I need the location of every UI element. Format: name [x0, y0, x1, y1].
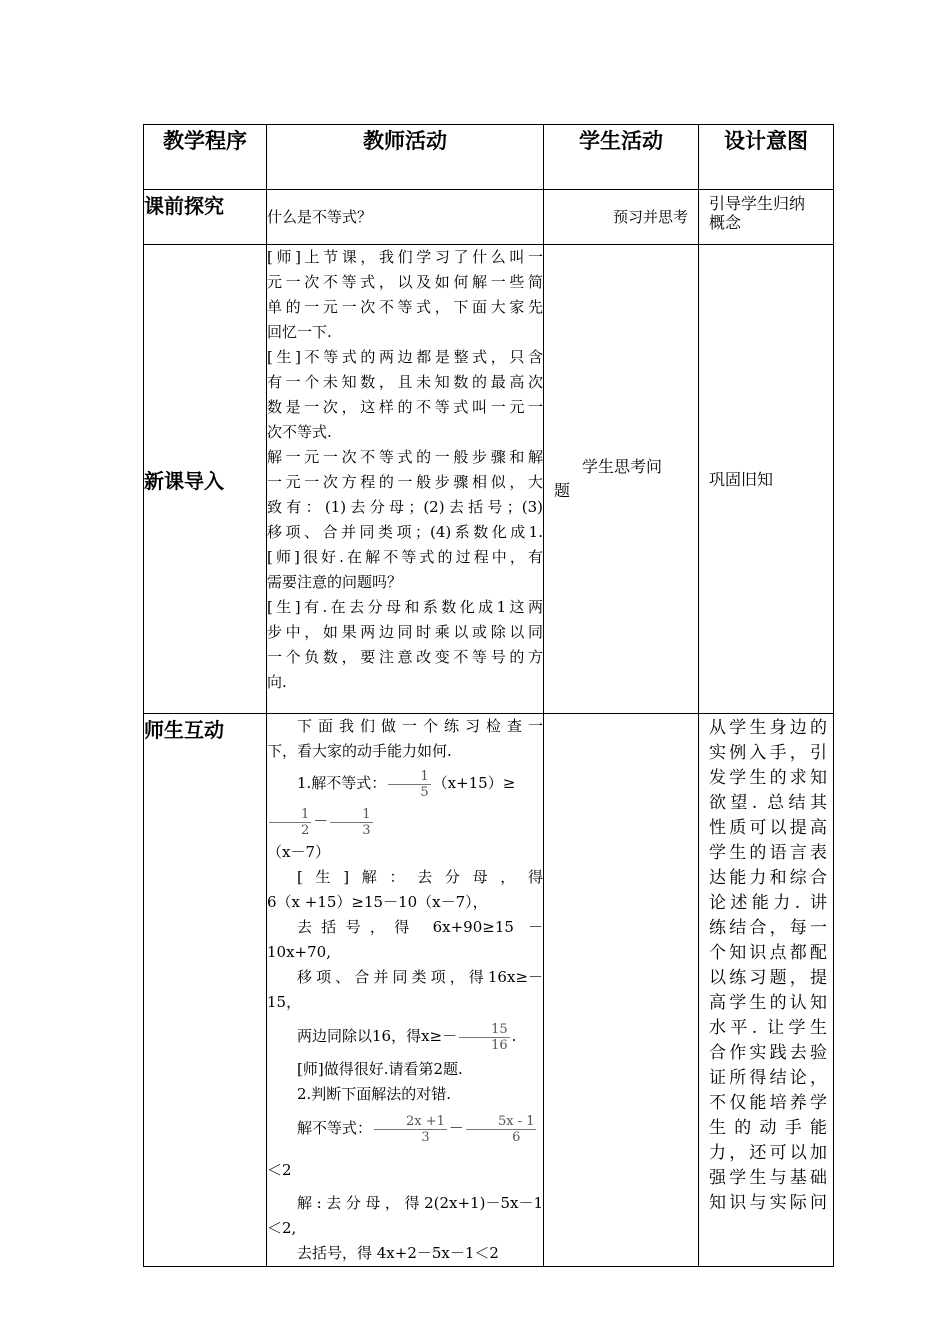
intent-line: 概念	[709, 213, 742, 232]
intent-line: 生 的 动 手 能	[709, 1118, 827, 1138]
text-line: ＜2,	[267, 1219, 297, 1237]
design-intent-text	[699, 714, 833, 1216]
text-line: （x－7）	[267, 843, 331, 861]
intent-line: 学生的语言表	[709, 843, 827, 863]
fraction-one-half	[269, 807, 311, 838]
exercise-2-part: ＜2	[267, 1161, 292, 1179]
intent-line: 个知识点都配	[709, 943, 827, 963]
exercise-2-part: －	[448, 1119, 464, 1137]
intent-line: 以练习题，提	[709, 968, 827, 988]
teacher-activity-cell: 什么是不等式？	[267, 190, 544, 245]
fraction-numerator: 1	[388, 769, 430, 785]
fraction-denominator: 5	[420, 784, 429, 800]
teacher-activity-cell	[267, 245, 544, 714]
text-line: 一元一次方程的一般步骤相似，大	[267, 473, 543, 491]
text-line: 步中，如果两边同时乘以或除以同	[267, 623, 543, 641]
stage-cell: 师生互动	[144, 714, 267, 1267]
text-line: [师]做得很好.请看第2题.	[297, 1060, 463, 1078]
header-design-intent: 设计意图	[699, 125, 834, 190]
intent-line: 发学生的求知	[709, 768, 827, 788]
fraction-2x-plus-1-over-3	[374, 1114, 447, 1145]
fraction-numerator: 1	[330, 807, 372, 823]
text-line: 需要注意的问题吗？	[267, 573, 403, 591]
text-part: 两边同除以16，得x≥－	[297, 1027, 458, 1045]
text-line: 一个负数，要注意改变不等号的方	[267, 648, 543, 666]
table-row	[144, 190, 834, 245]
intent-line: 强学生与基础	[709, 1168, 827, 1188]
text-line: 解一元一次不等式的一般步骤和解	[267, 448, 543, 466]
table-row	[144, 714, 834, 1267]
text-line: [师]上节课，我们学习了什么叫一	[267, 248, 543, 266]
intent-line: 力，还可以加	[709, 1143, 827, 1163]
student-activity-cell	[544, 245, 699, 714]
exercise-2	[267, 1107, 543, 1191]
exercise-1-part: －	[313, 812, 329, 830]
text-part: .	[511, 1027, 517, 1045]
text-line: 去括号，得 6x+90≥15 －	[297, 918, 543, 936]
text-line	[267, 1015, 543, 1057]
text-line: 移项、合并同类项；(4)系数化成1.	[267, 523, 543, 541]
intent-line: 达能力和综合	[709, 868, 827, 888]
intent-line: 欲望. 总结其	[709, 793, 827, 813]
text-line: 单的一元一次不等式，下面大家先	[267, 298, 543, 316]
stage-cell: 课前探究	[144, 190, 267, 245]
table-row	[144, 245, 834, 714]
text-line: 下面我们做一个练习检查一	[297, 717, 543, 735]
student-text-line: 题	[554, 481, 571, 500]
text-line: 下，看大家的动手能力如何.	[267, 742, 452, 760]
fraction-denominator: 2	[301, 822, 310, 838]
text-line: 6（x +15）≥15－10（x－7），	[267, 893, 488, 911]
header-procedure: 教学程序	[144, 125, 267, 190]
header-teacher-activity: 教师活动	[267, 125, 544, 190]
text-line: [生]有.在去分母和系数化成1这两	[267, 598, 543, 616]
intent-line: 从学生身边的	[709, 718, 827, 738]
table-header-row	[144, 125, 834, 190]
design-intent-cell	[699, 714, 834, 1267]
fraction-numerator: 15	[459, 1022, 510, 1038]
intent-line: 水平. 让学生	[709, 1018, 827, 1038]
intent-line: 合作实践去验	[709, 1043, 827, 1063]
fraction-denominator: 6	[512, 1129, 521, 1145]
text-line: [生]不等式的两边都是整式，只含	[267, 348, 543, 366]
text-line: 致有：(1)去分母；(2)去括号；(3)	[267, 498, 543, 516]
stage-cell: 新课导入	[144, 245, 267, 714]
text-line: 移项、合并同类项，得16x≥－	[297, 968, 543, 986]
text-line: [师]很好.在解不等式的过程中，有	[267, 548, 543, 566]
intent-line: 论述能力. 讲	[709, 893, 827, 913]
teacher-activity-cell	[267, 714, 544, 1267]
fraction-5x-minus-1-over-6	[466, 1114, 537, 1145]
design-intent-cell	[699, 190, 834, 245]
intent-line: 练结合，每一	[709, 918, 827, 938]
text-line: 10x+70,	[267, 943, 331, 961]
intent-line: 实例入手，引	[709, 743, 827, 763]
fraction-numerator: 1	[269, 807, 311, 823]
exercise-1	[267, 764, 543, 840]
intent-line: 引导学生归纳	[709, 194, 806, 213]
text-line: 元一次不等式，以及如何解一些简	[267, 273, 543, 291]
exercise-1-part: （x+15）≥	[432, 774, 516, 792]
fraction-numerator: 5x - 1	[466, 1114, 537, 1130]
student-activity-cell: 预习并思考	[544, 190, 699, 245]
header-student-activity: 学生活动	[544, 125, 699, 190]
text-line: 数是一次，这样的不等式叫一元一	[267, 398, 543, 416]
design-intent-cell: 巩固旧知	[699, 245, 834, 714]
student-activity-cell-empty	[544, 714, 699, 1267]
text-line: 解:去分母，得2(2x+1)－5x－1	[297, 1194, 543, 1212]
intent-line: 知识与实际问	[709, 1193, 827, 1213]
text-line: 次不等式.	[267, 423, 332, 441]
exercise-2-label: 解不等式：	[297, 1119, 373, 1137]
student-text-line: 学生思考问	[582, 457, 663, 476]
fraction-one-third	[330, 807, 372, 838]
intent-line: 证所得结论，	[709, 1068, 827, 1088]
fraction-denominator: 3	[421, 1129, 430, 1145]
fraction-fifteen-sixteenths	[459, 1022, 510, 1053]
text-line: 去括号，得 4x+2－5x－1＜2	[297, 1244, 499, 1262]
fraction-numerator: 2x +1	[374, 1114, 447, 1130]
intent-line: 性质可以提高	[709, 818, 827, 838]
intent-line: 高学生的认知	[709, 993, 827, 1013]
fraction-one-fifth	[388, 769, 430, 800]
text-line: 2.判断下面解法的对错.	[297, 1085, 452, 1103]
fraction-denominator: 3	[362, 822, 371, 838]
lesson-plan-table	[143, 124, 834, 1267]
text-line: 15，	[267, 993, 302, 1011]
text-line: 向.	[267, 673, 287, 691]
text-line: [生]解：去分母，得	[297, 868, 543, 886]
intent-line: 不仅能培养学	[709, 1093, 827, 1113]
text-line: 回忆一下.	[267, 323, 332, 341]
exercise-1-label: 1.解不等式：	[297, 774, 387, 792]
text-line: 有一个未知数，且未知数的最高次	[267, 373, 543, 391]
fraction-denominator: 16	[491, 1037, 508, 1053]
